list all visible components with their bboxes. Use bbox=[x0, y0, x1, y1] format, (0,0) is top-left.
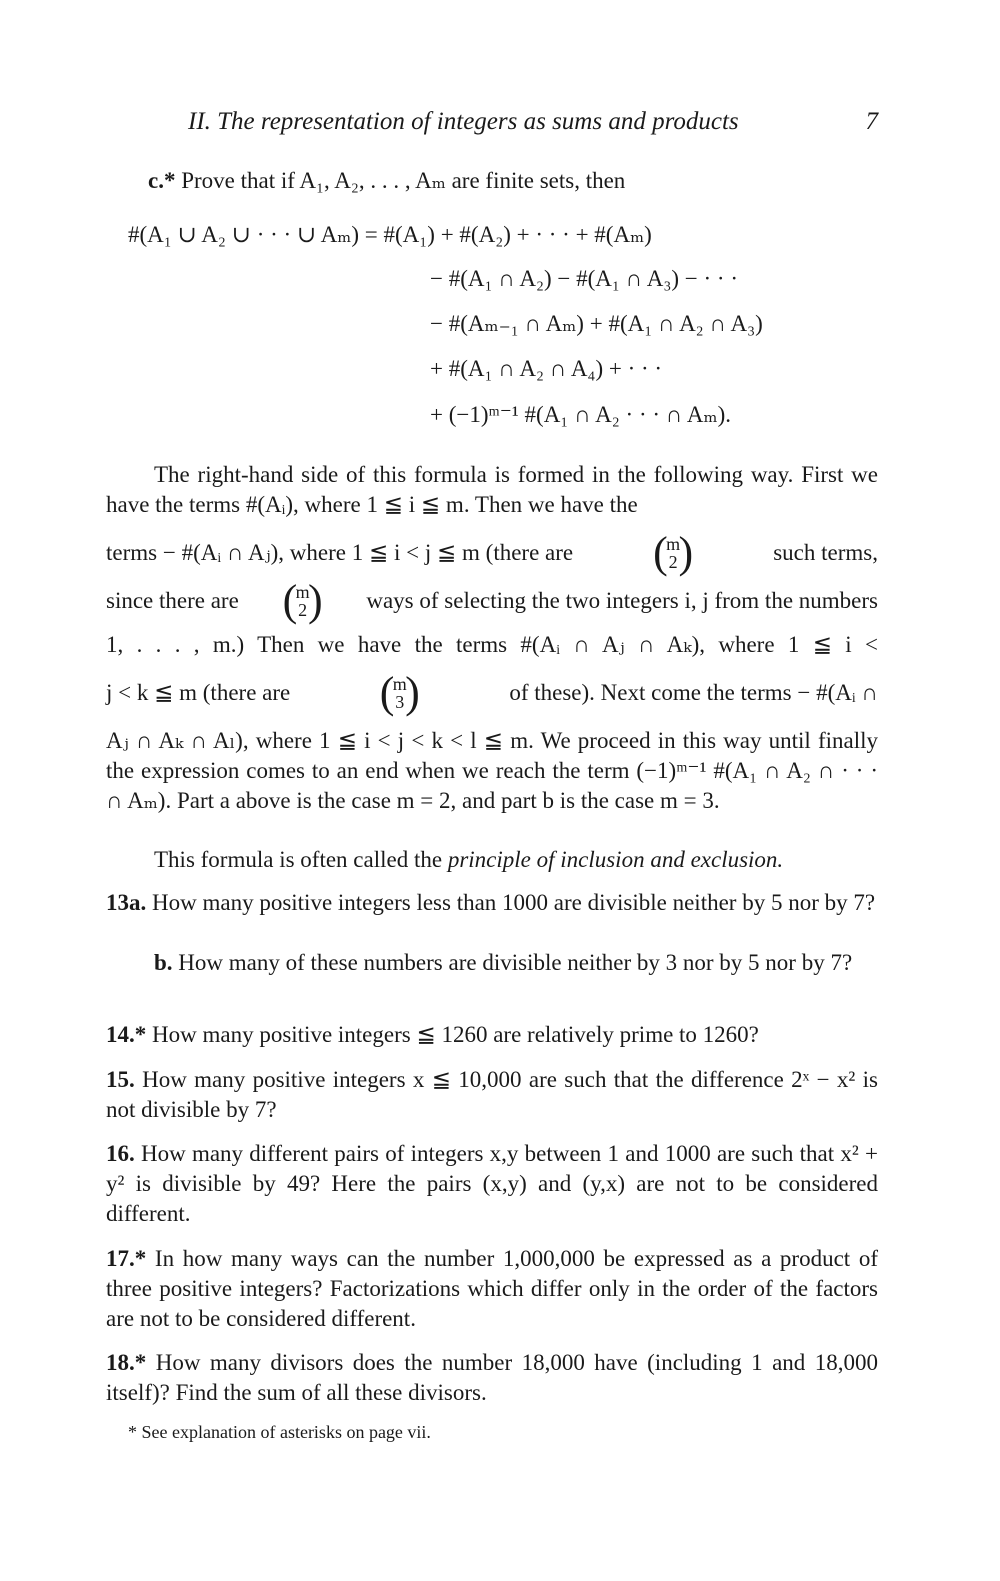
explanation-line-triples: 1, . . . , m.) Then we have the terms #(Aᵢ ∩ Aⱼ ∩ Aₖ), where 1 ≦ i < bbox=[106, 632, 878, 657]
problem-c bbox=[148, 166, 888, 196]
explanation-next-terms: of these). Next come the terms − #(Aᵢ ∩ bbox=[509, 680, 878, 705]
problem-14: 14.* How many positive integers ≦ 1260 are relatively prime to 1260? bbox=[106, 1022, 759, 1047]
explanation-paragraph-end: Aⱼ ∩ Aₖ ∩ Aₗ), where 1 ≦ i < j < k < l ≦ m. We proceed in this way until finally the expression comes to an end when we reach the term (−1)ᵐ⁻¹ #(A₁ ∩ A₂ ∩ · · · ∩ Aₘ). Part a above is the case m = 2, and part b is the case m = 3. bbox=[106, 728, 878, 813]
problem-16: 16. How many different pairs of integers x,y between 1 and 1000 are such that x² + y² is divisible by 49? Here the pairs (x,y) and (y,x) are not to be considered different. bbox=[106, 1141, 879, 1226]
principle-intro: This formula is often called the bbox=[154, 847, 443, 872]
explanation-paragraph-1: The right-hand side of this formula is formed in the following way. First we have the terms #(Aᵢ), where 1 ≦ i ≦ m. Then we have the bbox=[106, 462, 878, 517]
formula-line-2: − #(A₁ ∩ A₂) − #(A₁ ∩ A₃) − · · · bbox=[430, 266, 738, 291]
problem-13b: b. How many of these numbers are divisible neither by 3 nor by 5 nor by 7? bbox=[154, 950, 853, 975]
binomial-m-2: ( m 2 ) bbox=[657, 535, 689, 571]
explanation-there-are: j < k ≦ m (there are bbox=[106, 680, 291, 705]
explanation-such-terms: such terms, bbox=[773, 540, 878, 565]
problem-15: 15. How many positive integers x ≦ 10,000 are such that the difference 2ˣ − x² is not divisible by 7? bbox=[106, 1067, 879, 1122]
formula-line-5: + (−1)ᵐ⁻¹ #(A₁ ∩ A₂ · · · ∩ Aₘ). bbox=[430, 402, 731, 427]
problem-c-text: Prove that if A₁, A₂, . . . , Aₘ are finite sets, then bbox=[181, 168, 626, 193]
binomial-m-3: ( m 3 ) bbox=[384, 675, 416, 711]
running-header bbox=[188, 108, 878, 140]
explanation-line-terms bbox=[106, 530, 878, 576]
page-number: 7 bbox=[865, 108, 878, 135]
principle-line bbox=[106, 845, 878, 875]
explanation-since: since there are bbox=[106, 588, 239, 613]
explanation-terms-pairs: terms − #(Aᵢ ∩ Aⱼ), where 1 ≦ i < j ≦ m (there are bbox=[106, 540, 574, 565]
explanation-line-since bbox=[106, 578, 878, 624]
explanation-line-jk bbox=[106, 670, 878, 716]
formula-line-1: #(A₁ ∪ A₂ ∪ · · · ∪ Aₘ) = #(A₁) + #(A₂) + · · · + #(Aₘ) bbox=[128, 222, 652, 247]
principle-name: principle of inclusion and exclusion. bbox=[447, 847, 784, 872]
problem-c-label: c.* bbox=[148, 168, 176, 193]
running-title: II. The representation of integers as sums and products bbox=[188, 108, 739, 135]
problem-13a: 13a. How many positive integers less than 1000 are divisible neither by 5 nor by 7? bbox=[106, 890, 876, 915]
explanation-ways: ways of selecting the two integers i, j from the numbers bbox=[366, 588, 878, 613]
formula-line-3: − #(Aₘ₋₁ ∩ Aₘ) + #(A₁ ∩ A₂ ∩ A₃) bbox=[430, 311, 763, 336]
footnote: * See explanation of asterisks on page vii. bbox=[128, 1422, 431, 1442]
binomial-m-2-second: ( m 2 ) bbox=[287, 583, 319, 619]
problem-18: 18.* How many divisors does the number 18,000 have (including 1 and 18,000 itself)? Find the sum of all these divisors. bbox=[106, 1350, 878, 1405]
problem-17: 17.* In how many ways can the number 1,000,000 be expressed as a product of three positive integers? Factorizations which differ only in the order of the factors are not to be considered different. bbox=[106, 1246, 878, 1331]
formula-line-4: + #(A₁ ∩ A₂ ∩ A₄) + · · · bbox=[430, 356, 663, 381]
